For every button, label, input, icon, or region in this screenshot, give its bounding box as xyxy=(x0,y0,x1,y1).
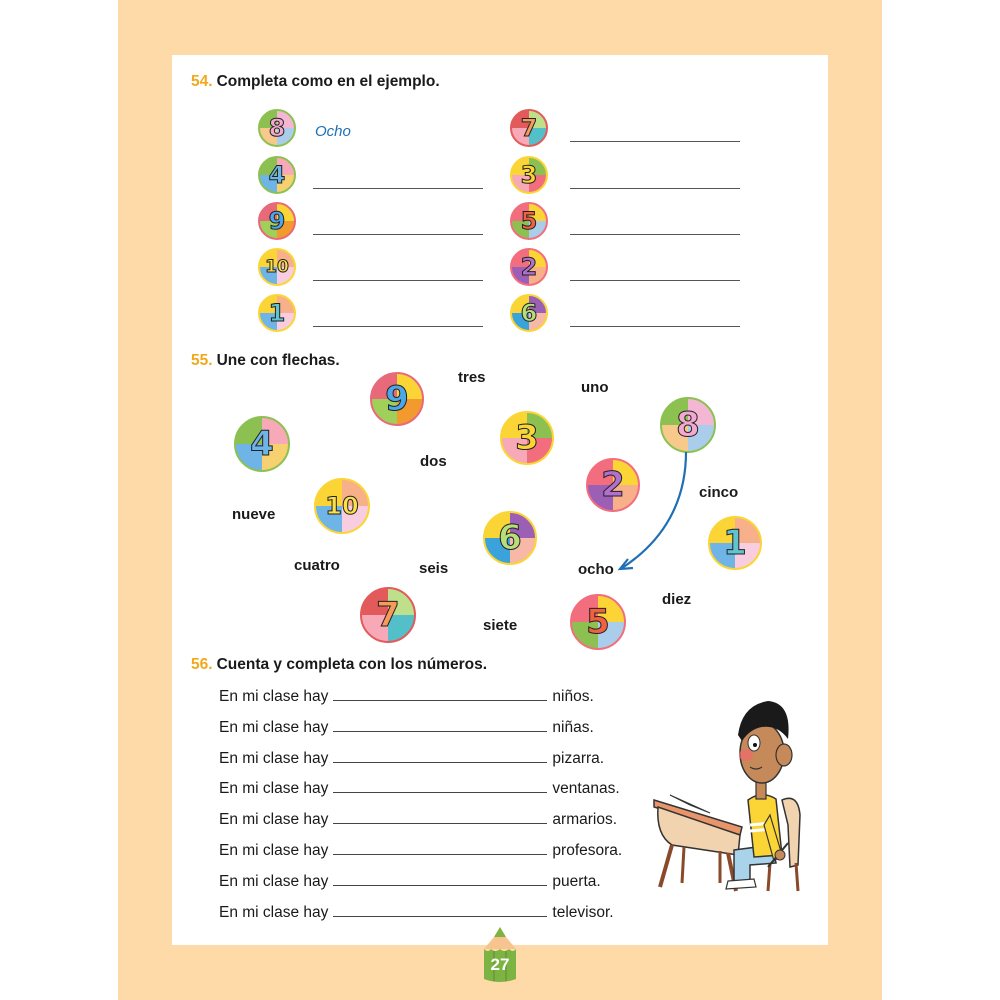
sentence-suffix: niños. xyxy=(552,688,594,705)
sentence-row xyxy=(219,840,622,860)
badge-digit: 1 xyxy=(723,523,747,563)
sentence-prefix: En mi clase hay xyxy=(219,749,329,767)
sentence-suffix: pizarra. xyxy=(552,749,605,767)
badge-digit: 5 xyxy=(586,602,610,642)
matching-word-uno[interactable]: uno xyxy=(581,379,609,396)
sentence-row xyxy=(219,871,601,891)
answer-blank[interactable] xyxy=(333,778,547,793)
sentence-suffix: niñas. xyxy=(552,718,594,736)
badge-digit: 7 xyxy=(520,114,538,142)
sentence-suffix: armarios. xyxy=(552,811,618,829)
matching-word-diez[interactable]: diez xyxy=(662,591,692,608)
sentence-prefix: En mi clase hay xyxy=(219,718,329,736)
sentence-row xyxy=(219,717,594,737)
badge-digit: 2 xyxy=(601,465,625,505)
exercise-56-heading xyxy=(191,656,487,674)
sentence-suffix: puerta. xyxy=(552,872,601,890)
badge-digit: 1 xyxy=(268,299,286,327)
matching-word-nueve[interactable]: nueve xyxy=(232,506,276,523)
exercise-instruction: Cuenta y completa con los números. xyxy=(216,656,488,673)
sentence-prefix: En mi clase hay xyxy=(219,872,329,890)
matching-word-tres[interactable]: tres xyxy=(458,369,486,386)
sentence-prefix: En mi clase hay xyxy=(219,688,329,705)
answer-blank[interactable] xyxy=(333,686,547,701)
sentence-row xyxy=(219,686,594,706)
sentence-suffix: televisor. xyxy=(552,903,614,921)
badge-digit: 4 xyxy=(250,424,274,464)
sentence-prefix: En mi clase hay xyxy=(219,811,329,829)
badge-digit: 6 xyxy=(498,518,522,558)
answer-blank[interactable] xyxy=(333,748,547,763)
answer-blank[interactable] xyxy=(333,717,547,732)
badge-digit: 8 xyxy=(676,405,700,445)
matching-word-dos[interactable]: dos xyxy=(420,453,447,470)
badge-digit: 9 xyxy=(268,207,286,235)
exercise-number: 56. xyxy=(191,656,213,673)
badge-digit: 2 xyxy=(520,253,538,281)
sentence-row xyxy=(219,809,617,829)
boy-at-desk-illustration xyxy=(650,695,810,895)
sentence-prefix: En mi clase hay xyxy=(219,842,329,859)
badge-digit: 6 xyxy=(520,299,538,327)
answer-blank[interactable] xyxy=(333,902,547,917)
answer-blank[interactable] xyxy=(333,840,547,855)
matching-word-cinco[interactable]: cinco xyxy=(699,484,739,501)
exercise-number: 54. xyxy=(191,73,213,90)
badge-digit: 5 xyxy=(520,207,538,235)
exercise-instruction: Une con flechas. xyxy=(216,352,340,369)
sentence-prefix: En mi clase hay xyxy=(219,903,329,921)
matching-word-cuatro[interactable]: cuatro xyxy=(294,557,340,574)
badge-digit: 3 xyxy=(515,418,539,458)
badge-digit: 8 xyxy=(268,114,286,142)
sentence-suffix: profesora. xyxy=(552,842,623,859)
badge-digit: 10 xyxy=(325,492,359,520)
badge-digit: 4 xyxy=(268,161,286,189)
matching-word-siete[interactable]: siete xyxy=(483,617,518,634)
exercise-instruction: Completa como en el ejemplo. xyxy=(216,73,440,90)
sentence-row xyxy=(219,778,620,798)
page-number-badge xyxy=(482,927,518,985)
exercise-number: 55. xyxy=(191,352,213,369)
matching-word-seis[interactable]: seis xyxy=(419,560,449,577)
sentence-row xyxy=(219,902,614,922)
example-answer: Ocho xyxy=(315,123,351,140)
matching-word-ocho[interactable]: ocho xyxy=(578,561,614,578)
sentence-prefix: En mi clase hay xyxy=(219,780,329,798)
badge-digit: 7 xyxy=(376,595,400,635)
badge-digit: 10 xyxy=(265,257,289,277)
page-number: 27 xyxy=(490,955,510,974)
badge-digit: 9 xyxy=(385,379,409,419)
sentence-row xyxy=(219,748,604,768)
sentence-suffix: ventanas. xyxy=(552,780,620,798)
badge-digit: 3 xyxy=(520,161,538,189)
answer-blank[interactable] xyxy=(333,871,547,886)
answer-blank[interactable] xyxy=(333,809,547,824)
